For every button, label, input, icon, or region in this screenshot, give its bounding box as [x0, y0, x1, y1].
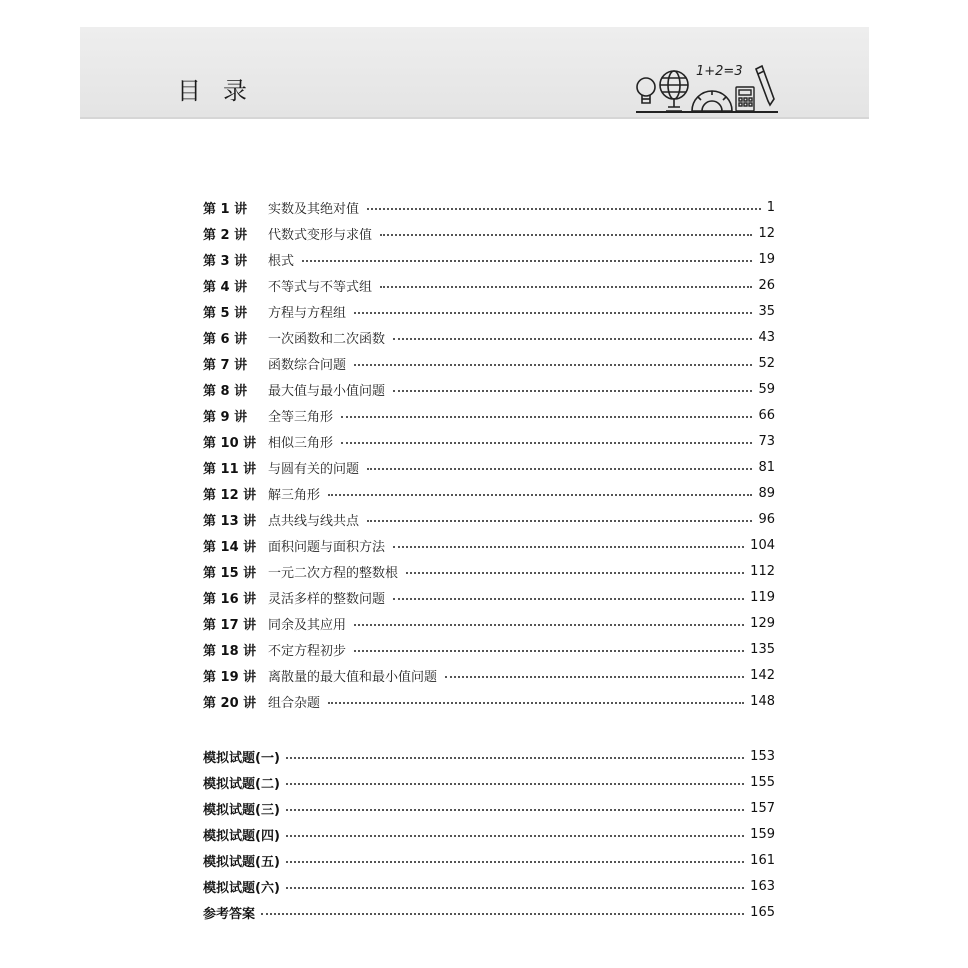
lecture-number: 第 20 讲 [203, 695, 257, 711]
dot-leader [354, 364, 752, 366]
calculator-icon [736, 87, 754, 111]
appendix-title: 模拟试题(三) [203, 802, 280, 818]
toc-row-appendix[interactable] [203, 772, 775, 792]
page-number: 119 [750, 589, 775, 605]
pencil-icon [756, 66, 774, 105]
dot-leader [380, 286, 752, 288]
toc-row[interactable] [203, 587, 775, 607]
lecture-title: 面积问题与面积方法 [268, 539, 386, 555]
appendix-title: 模拟试题(一) [203, 750, 280, 766]
lecture-title: 代数式变形与求值 [268, 227, 373, 243]
lecture-number: 第 1 讲 [203, 201, 248, 217]
lecture-number: 第 13 讲 [203, 513, 257, 529]
lecture-title: 不定方程初步 [268, 643, 347, 659]
dot-leader [367, 520, 752, 522]
toc-row[interactable] [203, 509, 775, 529]
lecture-number: 第 9 讲 [203, 409, 248, 425]
dot-leader [286, 757, 744, 759]
dot-leader [393, 390, 752, 392]
page-number: 52 [758, 355, 775, 371]
toc-row[interactable] [203, 665, 775, 685]
toc-row[interactable] [203, 431, 775, 451]
lecture-title: 解三角形 [268, 487, 321, 503]
page-number: 104 [750, 537, 775, 553]
toc-row[interactable] [203, 379, 775, 399]
dot-leader [286, 783, 744, 785]
page-number: 142 [750, 667, 775, 683]
toc-row[interactable] [203, 483, 775, 503]
lecture-title: 实数及其绝对值 [268, 201, 360, 217]
dot-leader [393, 546, 744, 548]
lecture-title: 与圆有关的问题 [268, 461, 360, 477]
toc-row[interactable] [203, 249, 775, 269]
page-number: 148 [750, 693, 775, 709]
lecture-title: 一次函数和二次函数 [268, 331, 386, 347]
dot-leader [393, 338, 752, 340]
lecture-number: 第 10 讲 [203, 435, 257, 451]
dot-leader [286, 861, 744, 863]
page-number: 163 [750, 878, 775, 894]
page-number: 135 [750, 641, 775, 657]
lecture-title: 组合杂题 [268, 695, 321, 711]
lecture-title: 相似三角形 [268, 435, 334, 451]
protractor-icon [692, 91, 732, 111]
lecture-number: 第 12 讲 [203, 487, 257, 503]
dot-leader [406, 572, 744, 574]
toc-row[interactable] [203, 613, 775, 633]
lecture-title: 最大值与最小值问题 [268, 383, 386, 399]
page-title: 目录 [177, 77, 269, 105]
toc-row[interactable] [203, 457, 775, 477]
toc-row[interactable] [203, 691, 775, 711]
dot-leader [286, 887, 744, 889]
dot-leader [393, 598, 744, 600]
toc-row[interactable] [203, 639, 775, 659]
lecture-number: 第 18 讲 [203, 643, 257, 659]
appendix-title: 模拟试题(五) [203, 854, 280, 870]
toc-row-appendix[interactable] [203, 902, 775, 922]
toc-row[interactable] [203, 405, 775, 425]
page-number: 89 [758, 485, 775, 501]
header-illustration [632, 61, 782, 117]
toc-row[interactable] [203, 223, 775, 243]
appendix-title: 模拟试题(二) [203, 776, 280, 792]
page-number: 66 [758, 407, 775, 423]
lecture-title: 全等三角形 [268, 409, 334, 425]
toc-row[interactable] [203, 353, 775, 373]
page-number: 43 [758, 329, 775, 345]
page-number: 81 [758, 459, 775, 475]
toc-row[interactable] [203, 327, 775, 347]
lecture-number: 第 7 讲 [203, 357, 248, 373]
toc-row[interactable] [203, 197, 775, 217]
page-number: 155 [750, 774, 775, 790]
dot-leader [328, 494, 752, 496]
dot-leader [354, 624, 744, 626]
lecture-title: 同余及其应用 [268, 617, 347, 633]
page-number: 165 [750, 904, 775, 920]
globe-icon [660, 71, 688, 111]
lecture-number: 第 6 讲 [203, 331, 248, 347]
dot-leader [354, 650, 744, 652]
toc-row-appendix[interactable] [203, 824, 775, 844]
lecture-title: 离散量的最大值和最小值问题 [268, 669, 438, 685]
toc-row-appendix[interactable] [203, 850, 775, 870]
dot-leader [341, 416, 752, 418]
lecture-number: 第 19 讲 [203, 669, 257, 685]
lecture-number: 第 17 讲 [203, 617, 257, 633]
dot-leader [367, 208, 761, 210]
lecture-title: 方程与方程组 [268, 305, 347, 321]
toc-row[interactable] [203, 561, 775, 581]
page-number: 26 [758, 277, 775, 293]
lecture-number: 第 5 讲 [203, 305, 248, 321]
page-number: 12 [758, 225, 775, 241]
toc-row-appendix[interactable] [203, 876, 775, 896]
lecture-number: 第 11 讲 [203, 461, 257, 477]
dot-leader [261, 913, 744, 915]
dot-leader [354, 312, 752, 314]
page-number: 59 [758, 381, 775, 397]
lecture-number: 第 4 讲 [203, 279, 248, 295]
page-number: 112 [750, 563, 775, 579]
toc-row-appendix[interactable] [203, 746, 775, 766]
page-number: 35 [758, 303, 775, 319]
page-number: 1 [766, 199, 775, 215]
dot-leader [380, 234, 752, 236]
toc-row[interactable] [203, 275, 775, 295]
page-number: 19 [758, 251, 775, 267]
lecture-number: 第 14 讲 [203, 539, 257, 555]
dot-leader [367, 468, 752, 470]
dot-leader [341, 442, 752, 444]
lecture-number: 第 2 讲 [203, 227, 248, 243]
lecture-number: 第 3 讲 [203, 253, 248, 269]
dot-leader [286, 809, 744, 811]
dot-leader [286, 835, 744, 837]
appendix-title: 模拟试题(四) [203, 828, 280, 844]
lecture-title: 根式 [268, 253, 295, 269]
page-number: 96 [758, 511, 775, 527]
lecture-number: 第 16 讲 [203, 591, 257, 607]
lecture-title: 一元二次方程的整数根 [268, 565, 399, 581]
lecture-title: 灵活多样的整数问题 [268, 591, 386, 607]
appendix-title: 参考答案 [203, 906, 256, 922]
page-number: 159 [750, 826, 775, 842]
lecture-number: 第 8 讲 [203, 383, 248, 399]
dot-leader [445, 676, 744, 678]
page-header [80, 27, 869, 119]
page-number: 153 [750, 748, 775, 764]
dot-leader [328, 702, 744, 704]
appendix-title: 模拟试题(六) [203, 880, 280, 896]
equation-text: 1+2=3 [696, 64, 743, 79]
lecture-number: 第 15 讲 [203, 565, 257, 581]
lecture-title: 函数综合问题 [268, 357, 347, 373]
lecture-title: 不等式与不等式组 [268, 279, 373, 295]
lecture-title: 点共线与线共点 [268, 513, 360, 529]
toc-row[interactable] [203, 301, 775, 321]
page-number: 73 [758, 433, 775, 449]
lightbulb-icon [637, 78, 655, 103]
page-number: 157 [750, 800, 775, 816]
page-number: 161 [750, 852, 775, 868]
toc-row[interactable] [203, 535, 775, 555]
page-number: 129 [750, 615, 775, 631]
toc-row-appendix[interactable] [203, 798, 775, 818]
dot-leader [302, 260, 752, 262]
